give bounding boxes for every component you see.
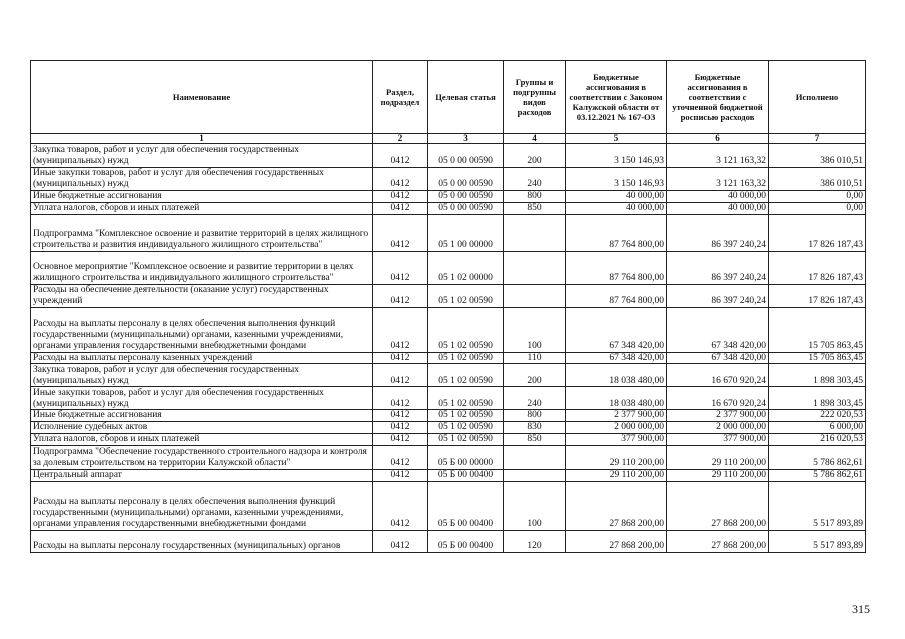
row-target: 05 1 02 00590 <box>428 422 504 434</box>
row-executed: 5 786 862,61 <box>769 469 866 481</box>
row-section: 0412 <box>373 481 428 530</box>
row-group <box>504 284 566 307</box>
row-approved: 3 150 146,93 <box>566 144 667 168</box>
row-group <box>504 469 566 481</box>
row-refined: 16 670 920,24 <box>667 387 769 410</box>
row-refined: 40 000,00 <box>667 202 769 214</box>
row-target: 05 0 00 00590 <box>428 191 504 203</box>
row-approved: 29 110 200,00 <box>566 469 667 481</box>
row-executed: 222 020,53 <box>769 410 866 422</box>
header-name: Наименование <box>31 61 373 134</box>
row-section: 0412 <box>373 387 428 410</box>
row-target: 05 1 02 00000 <box>428 251 504 284</box>
column-number: 5 <box>566 134 667 144</box>
row-target: 05 Б 00 00400 <box>428 469 504 481</box>
page-number: 315 <box>852 602 870 616</box>
row-target: 05 1 02 00590 <box>428 433 504 445</box>
table-row <box>31 307 866 352</box>
row-approved: 40 000,00 <box>566 191 667 203</box>
row-group: 240 <box>504 168 566 191</box>
row-executed: 0,00 <box>769 191 866 203</box>
row-executed: 1 898 303,45 <box>769 387 866 410</box>
row-refined: 27 868 200,00 <box>667 530 769 552</box>
row-name: Подпрограмма "Обеспечение государственного строительного надзора и контроля за долевым строительством на территории Калужской области" <box>31 445 373 469</box>
table-row <box>31 144 866 168</box>
row-section: 0412 <box>373 202 428 214</box>
row-target: 05 1 02 00590 <box>428 364 504 387</box>
row-name: Расходы на выплаты персоналу казенных учреждений <box>31 352 373 364</box>
row-executed: 17 826 187,43 <box>769 214 866 251</box>
row-target: 05 1 02 00590 <box>428 307 504 352</box>
row-name: Расходы на выплаты персоналу в целях обеспечения выполнения функций государственными (муниципальными) органами, казенными учреждениями, органами управления государственными внебюджетными фондами <box>31 481 373 530</box>
row-section: 0412 <box>373 445 428 469</box>
row-approved: 377 900,00 <box>566 433 667 445</box>
column-number: 2 <box>373 134 428 144</box>
row-refined: 16 670 920,24 <box>667 364 769 387</box>
row-refined: 67 348 420,00 <box>667 352 769 364</box>
row-group <box>504 251 566 284</box>
row-approved: 18 038 480,00 <box>566 387 667 410</box>
row-section: 0412 <box>373 469 428 481</box>
table-row <box>31 410 866 422</box>
row-approved: 27 868 200,00 <box>566 481 667 530</box>
table-row <box>31 364 866 387</box>
row-section: 0412 <box>373 251 428 284</box>
row-refined: 29 110 200,00 <box>667 469 769 481</box>
row-group: 100 <box>504 307 566 352</box>
table-row <box>31 433 866 445</box>
row-target: 05 1 02 00590 <box>428 352 504 364</box>
row-target: 05 0 00 00590 <box>428 168 504 191</box>
header-section: Раздел, подраздел <box>373 61 428 134</box>
budget-execution-table <box>30 60 866 553</box>
row-executed: 386 010,51 <box>769 168 866 191</box>
row-refined: 3 121 163,32 <box>667 144 769 168</box>
row-group: 830 <box>504 422 566 434</box>
row-approved: 2 000 000,00 <box>566 422 667 434</box>
row-name: Уплата налогов, сборов и иных платежей <box>31 202 373 214</box>
row-name: Уплата налогов, сборов и иных платежей <box>31 433 373 445</box>
row-section: 0412 <box>373 214 428 251</box>
table-row <box>31 530 866 552</box>
row-name: Расходы на обеспечение деятельности (оказание услуг) государственных учреждений <box>31 284 373 307</box>
row-section: 0412 <box>373 144 428 168</box>
column-number: 3 <box>428 134 504 144</box>
row-approved: 87 764 800,00 <box>566 251 667 284</box>
row-executed: 386 010,51 <box>769 144 866 168</box>
row-refined: 86 397 240,24 <box>667 214 769 251</box>
row-target: 05 0 00 00590 <box>428 202 504 214</box>
row-name: Центральный аппарат <box>31 469 373 481</box>
row-approved: 67 348 420,00 <box>566 307 667 352</box>
row-approved: 67 348 420,00 <box>566 352 667 364</box>
row-section: 0412 <box>373 410 428 422</box>
row-group: 240 <box>504 387 566 410</box>
row-refined: 3 121 163,32 <box>667 168 769 191</box>
row-group: 200 <box>504 364 566 387</box>
row-refined: 86 397 240,24 <box>667 284 769 307</box>
table-row <box>31 202 866 214</box>
row-section: 0412 <box>373 422 428 434</box>
row-name: Расходы на выплаты персоналу в целях обеспечения выполнения функций государственными (муниципальными) органами, казенными учреждениями, органами управления государственными внебюджетными фондами <box>31 307 373 352</box>
row-name: Подпрограмма "Комплексное освоение и развитие территорий в целях жилищного строительства и развития индивидуального жилищного строительства" <box>31 214 373 251</box>
row-name: Закупка товаров, работ и услуг для обеспечения государственных (муниципальных) нужд <box>31 144 373 168</box>
table-row <box>31 469 866 481</box>
row-target: 05 0 00 00590 <box>428 144 504 168</box>
row-refined: 40 000,00 <box>667 191 769 203</box>
row-group: 850 <box>504 202 566 214</box>
row-section: 0412 <box>373 191 428 203</box>
row-approved: 87 764 800,00 <box>566 214 667 251</box>
row-target: 05 1 00 00000 <box>428 214 504 251</box>
row-executed: 6 000,00 <box>769 422 866 434</box>
row-section: 0412 <box>373 284 428 307</box>
column-number: 4 <box>504 134 566 144</box>
table-row <box>31 214 866 251</box>
row-section: 0412 <box>373 530 428 552</box>
table-row <box>31 168 866 191</box>
row-executed: 15 705 863,45 <box>769 352 866 364</box>
header-refined: Бюджетные ассигнования в соответствии с уточненной бюджетной росписью расходов <box>667 61 769 134</box>
row-executed: 1 898 303,45 <box>769 364 866 387</box>
table-row <box>31 481 866 530</box>
row-approved: 2 377 900,00 <box>566 410 667 422</box>
header-executed: Исполнено <box>769 61 866 134</box>
row-executed: 5 517 893,89 <box>769 481 866 530</box>
row-refined: 377 900,00 <box>667 433 769 445</box>
row-target: 05 Б 00 00400 <box>428 530 504 552</box>
table-row <box>31 352 866 364</box>
row-refined: 27 868 200,00 <box>667 481 769 530</box>
row-target: 05 1 02 00590 <box>428 410 504 422</box>
row-group: 100 <box>504 481 566 530</box>
row-name: Иные закупки товаров, работ и услуг для обеспечения государственных (муниципальных) нужд <box>31 168 373 191</box>
budget-table-sheet <box>30 60 865 553</box>
row-executed: 216 020,53 <box>769 433 866 445</box>
row-section: 0412 <box>373 364 428 387</box>
row-section: 0412 <box>373 352 428 364</box>
row-executed: 0,00 <box>769 202 866 214</box>
row-refined: 29 110 200,00 <box>667 445 769 469</box>
row-name: Исполнение судебных актов <box>31 422 373 434</box>
row-executed: 5 786 862,61 <box>769 445 866 469</box>
row-section: 0412 <box>373 433 428 445</box>
row-approved: 87 764 800,00 <box>566 284 667 307</box>
header-row <box>31 61 866 134</box>
row-group: 800 <box>504 191 566 203</box>
column-number: 1 <box>31 134 373 144</box>
row-approved: 27 868 200,00 <box>566 530 667 552</box>
row-name: Иные закупки товаров, работ и услуг для обеспечения государственных (муниципальных) нужд <box>31 387 373 410</box>
row-refined: 2 000 000,00 <box>667 422 769 434</box>
row-target: 05 Б 00 00000 <box>428 445 504 469</box>
table-row <box>31 387 866 410</box>
row-approved: 29 110 200,00 <box>566 445 667 469</box>
row-name: Основное мероприятие "Комплексное освоение и развитие территории в целях жилищного строительства и индивидуального жилищного строительства" <box>31 251 373 284</box>
row-section: 0412 <box>373 307 428 352</box>
table-row <box>31 422 866 434</box>
table-row <box>31 251 866 284</box>
row-group: 800 <box>504 410 566 422</box>
row-group: 110 <box>504 352 566 364</box>
table-row <box>31 191 866 203</box>
row-target: 05 1 02 00590 <box>428 284 504 307</box>
column-number: 7 <box>769 134 866 144</box>
table-row <box>31 445 866 469</box>
header-approved: Бюджетные ассигнования в соответствии с Законом Калужской области от 03.12.2021 № 167-ОЗ <box>566 61 667 134</box>
row-approved: 40 000,00 <box>566 202 667 214</box>
header-group: Группы и подгруппы видов расходов <box>504 61 566 134</box>
row-target: 05 1 02 00590 <box>428 387 504 410</box>
row-executed: 17 826 187,43 <box>769 251 866 284</box>
row-name: Расходы на выплаты персоналу государственных (муниципальных) органов <box>31 530 373 552</box>
row-target: 05 Б 00 00400 <box>428 481 504 530</box>
table-row <box>31 284 866 307</box>
row-section: 0412 <box>373 168 428 191</box>
row-group <box>504 214 566 251</box>
row-executed: 17 826 187,43 <box>769 284 866 307</box>
column-number: 6 <box>667 134 769 144</box>
row-approved: 3 150 146,93 <box>566 168 667 191</box>
row-group: 200 <box>504 144 566 168</box>
row-executed: 5 517 893,89 <box>769 530 866 552</box>
row-approved: 18 038 480,00 <box>566 364 667 387</box>
row-refined: 86 397 240,24 <box>667 251 769 284</box>
row-group: 850 <box>504 433 566 445</box>
row-group <box>504 445 566 469</box>
row-name: Иные бюджетные ассигнования <box>31 191 373 203</box>
header-target: Целевая статья <box>428 61 504 134</box>
row-refined: 2 377 900,00 <box>667 410 769 422</box>
row-name: Закупка товаров, работ и услуг для обеспечения государственных (муниципальных) нужд <box>31 364 373 387</box>
row-refined: 67 348 420,00 <box>667 307 769 352</box>
column-number-row <box>31 134 866 144</box>
row-name: Иные бюджетные ассигнования <box>31 410 373 422</box>
row-group: 120 <box>504 530 566 552</box>
row-executed: 15 705 863,45 <box>769 307 866 352</box>
